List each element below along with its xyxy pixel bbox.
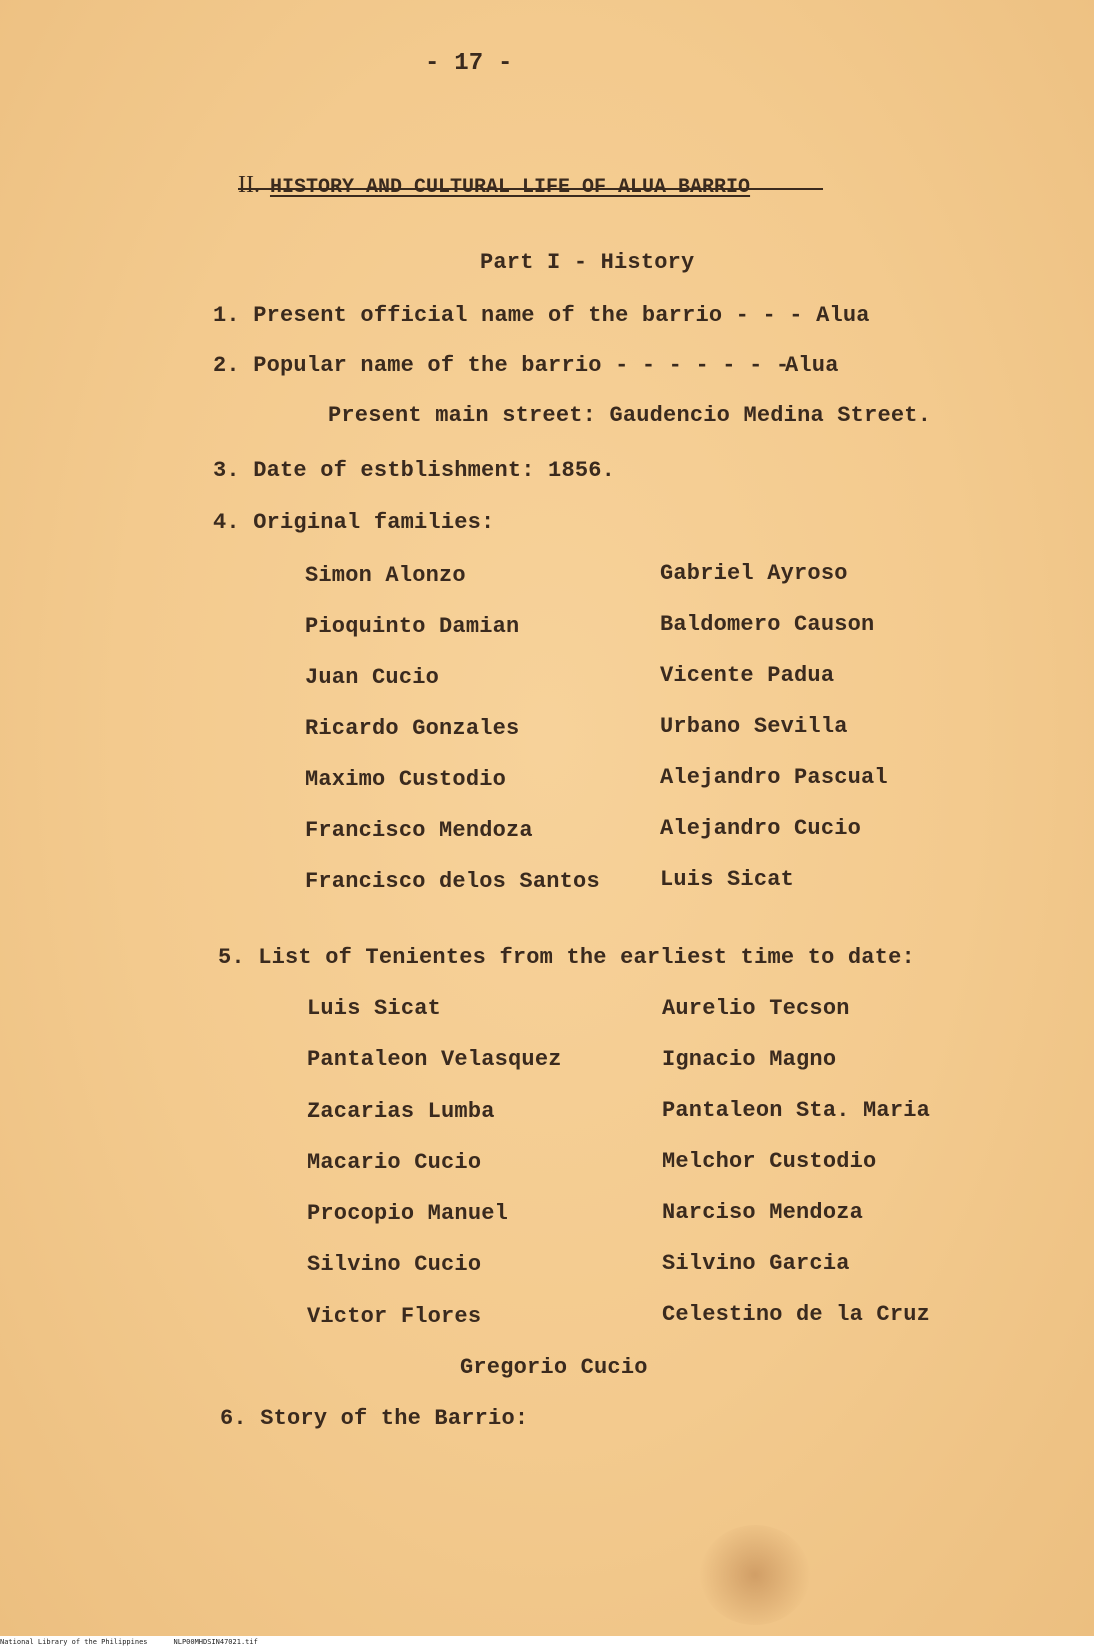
teniente-name: Pantaleon Sta. Maria [662,1098,931,1123]
family-name: Baldomero Causon [660,612,875,637]
teniente-name: Narciso Mendoza [662,1200,864,1225]
family-name: Francisco Mendoza [305,818,533,843]
family-name: Simon Alonzo [305,563,466,588]
family-name: Maximo Custodio [305,767,507,792]
item-2-value: Alua [785,353,839,378]
item-1: 1. Present official name of the barrio - - - Alua [213,303,870,328]
family-name: Juan Cucio [305,665,440,690]
item-3: 3. Date of estblishment: 1856. [213,458,616,483]
section-heading [238,172,750,199]
main-street: Present main street: Gaudencio Medina Street. [328,403,932,428]
family-name: Alejandro Cucio [660,816,862,841]
teniente-name: Pantaleon Velasquez [307,1047,562,1072]
item-2-label: 2. Popular name of the barrio - - - - - - - [213,353,790,378]
family-name: Alejandro Pascual [660,765,888,790]
family-name: Francisco delos Santos [305,869,600,894]
footer-library: National Library of the Philippines [0,1638,148,1646]
scan-footer [0,1638,258,1646]
teniente-name: Procopio Manuel [307,1201,509,1226]
teniente-name: Macario Cucio [307,1150,482,1175]
teniente-name: Silvino Cucio [307,1252,482,1277]
family-name: Pioquinto Damian [305,614,520,639]
teniente-name: Ignacio Magno [662,1047,837,1072]
part-heading: Part I - History [480,250,695,275]
teniente-name: Melchor Custodio [662,1149,877,1174]
family-name: Vicente Padua [660,663,835,688]
teniente-name: Aurelio Tecson [662,996,850,1021]
paper-stain [700,1525,810,1625]
teniente-name: Celestino de la Cruz [662,1302,931,1327]
footer-filename: NLP00MHDSIN47021.tif [173,1638,258,1646]
item-4: 4. Original families: [213,510,495,535]
section-title: HISTORY AND CULTURAL LIFE OF ALUA BARRIO [269,176,751,199]
teniente-name: Silvino Garcia [662,1251,850,1276]
page-number: - 17 - [425,50,513,77]
family-name: Urbano Sevilla [660,714,848,739]
family-name: Luis Sicat [660,867,795,892]
teniente-name: Zacarias Lumba [307,1099,495,1124]
section-number: II. [238,172,260,198]
teniente-name: Luis Sicat [307,996,442,1021]
family-name: Ricardo Gonzales [305,716,520,741]
family-name: Gabriel Ayroso [660,561,848,586]
teniente-name: Victor Flores [307,1304,482,1329]
item-6: 6. Story of the Barrio: [220,1406,529,1431]
teniente-name-last: Gregorio Cucio [460,1355,648,1380]
item-5: 5. List of Tenientes from the earliest time to date: [218,945,915,970]
